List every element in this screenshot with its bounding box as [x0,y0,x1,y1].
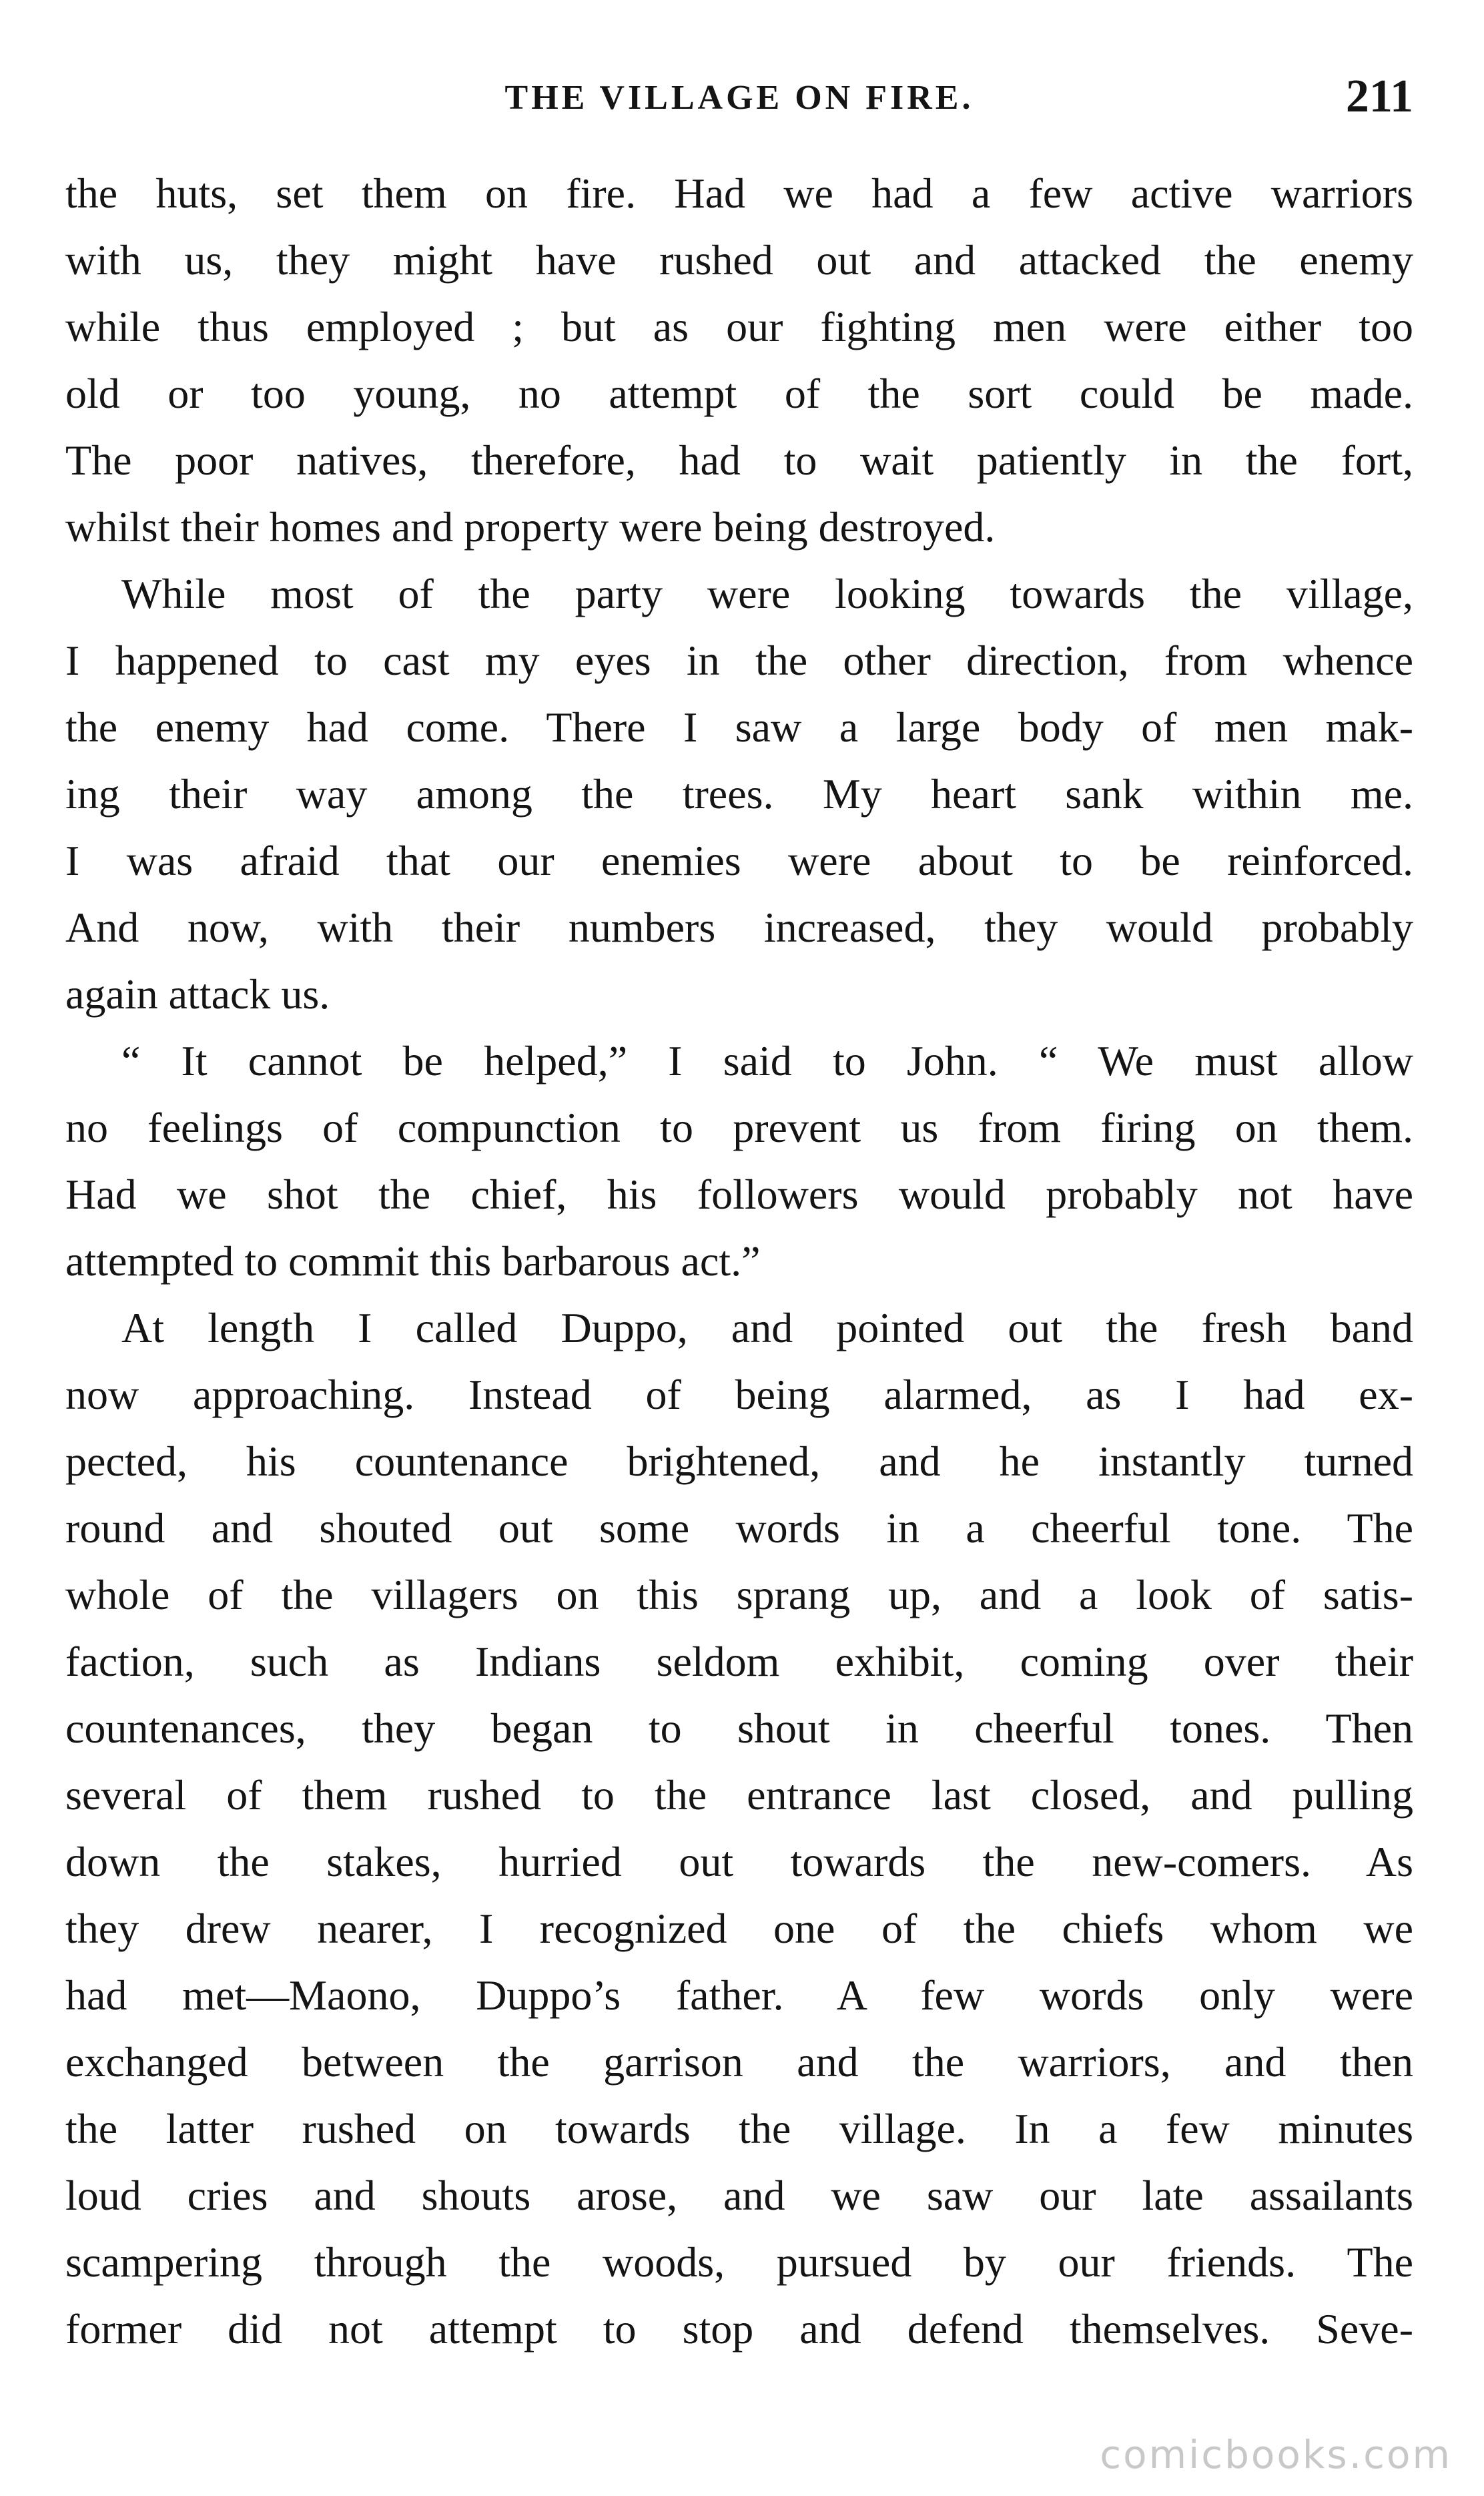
page-number: 211 [1345,71,1413,122]
text-line: I was afraid that our enemies were about to be reinforced. [65,837,1413,884]
text-line: again attack us. [65,970,330,1018]
text-line: Had we shot the chief, his followers would probably not have [65,1171,1413,1218]
text-line: the latter rushed on towards the village. In a few minutes [65,2105,1413,2152]
running-title: THE VILLAGE ON FIRE. [504,79,974,117]
text-line: the huts, set them on fire. Had we had a few active warriors [65,170,1413,217]
paragraph [65,1295,1413,2363]
paragraph [65,561,1413,1028]
text-line: they drew nearer, I recognized one of the chiefs whom we [65,1905,1413,1952]
text-line: I happened to cast my eyes in the other direction, from whence [65,637,1413,684]
text-line: several of them rushed to the entrance last closed, and pulling [65,1771,1413,1819]
text-line: no feelings of compunction to prevent us from firing on them. [65,1104,1413,1151]
text-line: At length I called Duppo, and pointed out the fresh band [121,1304,1413,1351]
text-line: had met—Maono, Duppo’s father. A few words only were [65,1971,1413,2019]
paragraph [65,160,1413,561]
text-line: “ It cannot be helped,” I said to John. “ We must allow [121,1037,1413,1084]
watermark: comicbooks.com [1100,2432,1452,2477]
text-line: scampering through the woods, pursued by our friends. The [65,2238,1413,2286]
text-line: pected, his countenance brightened, and he instantly turned [65,1438,1413,1485]
text-line: faction, such as Indians seldom exhibit, coming over their [65,1638,1413,1685]
text-line: loud cries and shouts arose, and we saw our late assailants [65,2172,1413,2219]
text-line: The poor natives, therefore, had to wait patiently in the fort, [65,436,1413,484]
running-head [65,70,1413,130]
paragraph [65,1028,1413,1295]
text-line: attempted to commit this barbarous act.” [65,1237,761,1285]
text-line: the enemy had come. There I saw a large body of men mak- [65,703,1413,751]
text-line: former did not attempt to stop and defend themselves. Seve- [65,2305,1413,2353]
text-line: countenances, they began to shout in cheerful tones. Then [65,1704,1413,1752]
text-line: round and shouted out some words in a cheerful tone. The [65,1504,1413,1552]
text-line: ing their way among the trees. My heart sank within me. [65,770,1413,818]
text-line: exchanged between the garrison and the warriors, and then [65,2038,1413,2086]
text-line: down the stakes, hurried out towards the new-comers. As [65,1838,1413,1885]
text-line: while thus employed ; but as our fighting men were either too [65,303,1413,350]
text-line: old or too young, no attempt of the sort could be made. [65,370,1413,417]
text-line: with us, they might have rushed out and attacked the enemy [65,236,1413,284]
text-line: whole of the villagers on this sprang up, and a look of satis- [65,1571,1413,1618]
text-line: now approaching. Instead of being alarmed, as I had ex- [65,1371,1413,1418]
text-line: And now, with their numbers increased, they would probably [65,904,1413,951]
text-line: whilst their homes and property were being destroyed. [65,503,996,551]
text-line: While most of the party were looking towards the village, [121,570,1413,617]
body-text [65,160,1413,2363]
